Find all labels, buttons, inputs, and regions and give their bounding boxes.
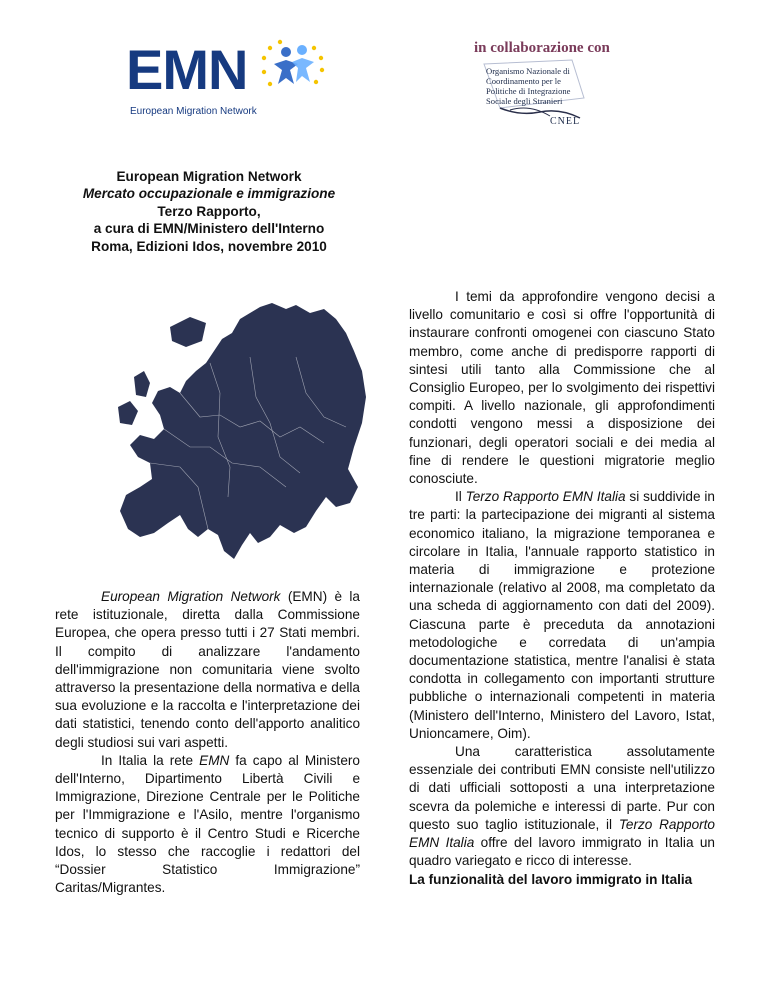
right-paragraph-2 [409,488,715,743]
cnel-logo [480,58,598,130]
right-paragraph-3-rest: offre del lavoro immigrato in Italia un quadro variegato e ricco di interesse. [409,835,715,869]
right-paragraph-2-rest: si suddivide in tre parti: la partecipazione dei migranti al sistema economico italiano, la migrazione temporanea e circolare in Italia, l'annuale rapporto statistico in materia di immigrazione e protezione internazionale (relativo al 2008, ma completato da una scheda di aggiornamento con dati del 2009). Ciascuna parte è preceduta da annotazioni metodologiche e corredata di un'ampia documentazione statistica, mentre l'analisi è stata condotta in collegamento con importanti strutture pubbliche o internazionali competenti in materia (Ministero dell'Interno, Ministero del Lavoro, Istat, Unioncamere, Oim). [409,489,715,741]
header-line-1: European Migration Network [116,169,302,184]
emn-abbr-italic: EMN [199,752,230,768]
document-header [60,168,358,255]
left-paragraph-2-rest: fa capo al Ministero dell'Interno, Dipartimento Libertà Civili e Immigrazione, Direzione Centrale per le Politiche per l'Immigrazione e l'Asilo, mentre l'organismo tecnico di supporto è il Centro Studi e Ricerche Idos, lo stesso che raccoglie i redattori del “Dossier Statistico Immigrazione” Caritas/Migrantes. [55,752,360,896]
right-paragraph-3-start: Una caratteristica assolutamente essenziale dei contributi EMN consiste nell'utilizzo di dati ufficiali sottoposti a una interpretazione scevra da polemiche e interessi di parte. Pur con questo suo taglio istituzionale, il [409,744,715,832]
left-paragraph-2-start: In Italia la rete [101,752,200,768]
right-paragraph-1: I temi da approfondire vengono decisi a livello comunitario e così si offre l'opportunità di instaurare confronti omogenei con ciascuno Stato membro, come anche di predisporre rapporti di sintesi utili tanto alla Commissione che al Consiglio Europeo, per lo svolgimento dei rispettivi compiti. A livello nazionale, gli approfondimenti condotti vengono messi a disposizione dei funzionari, degli operatori sociali e dei media al fine di rendere le questioni migratorie meglio conosciute. [409,289,715,487]
header-line-2: Mercato occupazionale e immigrazione [82,186,336,202]
cnel-line: Sociale degli Stranieri [486,96,563,106]
right-paragraph-3 [409,743,715,870]
cnel-mark: CNEL [550,116,581,127]
emn-name-italic: European Migration Network [101,589,281,604]
cnel-line: Coordinamento per le [486,76,561,86]
left-column [55,588,360,897]
emn-logo-title: EMN [126,38,248,101]
left-paragraph-1-text: (EMN) è la rete istituzionale, diretta dalla Commissione Europea, che opera presso tutti i 27 Stati membri. Il compito di analizzare l'andamento dell'immigrazione non comunitaria viene svolto attraverso la presentazione della normativa e della sua evoluzione e la raccolta e l'interpretazione dei dati statistici, tenendo conto dell'apporto analitico degli studiosi sui vari aspetti. [55,589,360,750]
left-paragraph-1 [55,588,360,752]
header-line-5: Roma, Edizioni Idos, novembre 2010 [91,238,327,254]
emn-stars-icon [256,38,328,100]
cnel-lines [486,66,586,106]
right-column [409,288,715,889]
collab-label: in collaborazione con [474,40,610,56]
europe-map-image [110,297,368,567]
emn-logo [122,40,337,124]
report-title-italic: Terzo Rapporto EMN Italia [465,489,626,505]
header-line-3: Terzo Rapporto, [157,203,261,219]
left-paragraph-2 [55,752,360,898]
cnel-line: Organismo Nazionale di [486,66,570,76]
right-paragraph-2-start: Il [455,489,466,505]
emn-logo-subtitle: European Migration Network [130,106,257,117]
cnel-line: Politiche di Integrazione [486,86,571,96]
report-title-italic: Terzo Rapporto EMN Italia [409,816,715,851]
section-heading: La funzionalità del lavoro immigrato in Italia [409,871,693,887]
header-line-4: a cura di EMN/Ministero dell'Interno [93,221,325,237]
